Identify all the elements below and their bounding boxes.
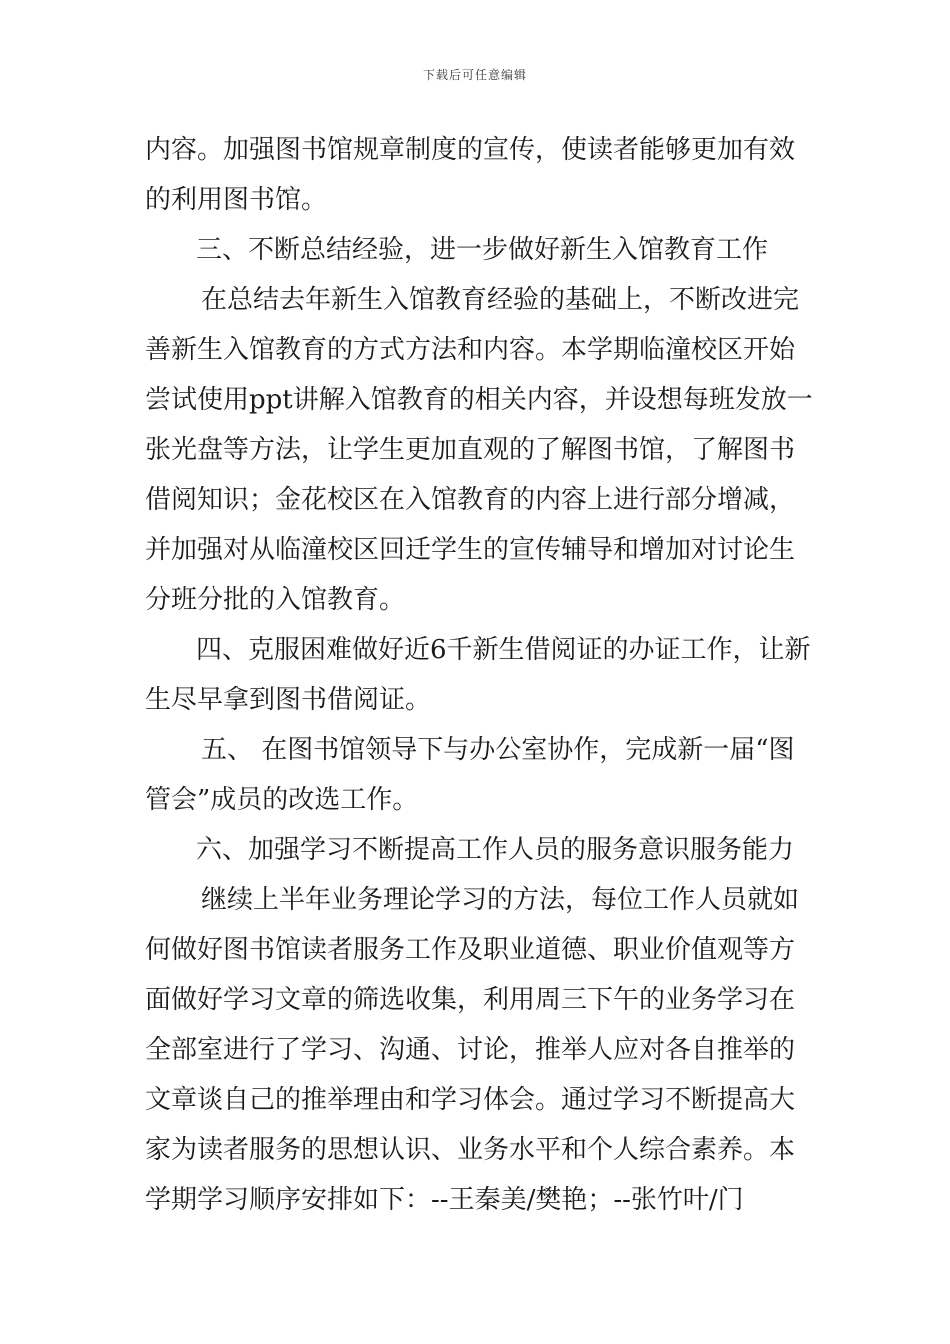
text-line: 面做好学习文章的筛选收集，利用周三下午的业务学习在	[145, 985, 796, 1015]
text-line: 借阅知识；金花校区在入馆教育的内容上进行部分增减，	[145, 485, 796, 515]
text-line: 善新生入馆教育的方式方法和内容。本学期临潼校区开始	[145, 335, 796, 365]
text-line: 内容。加强图书馆规章制度的宣传，使读者能够更加有效	[145, 135, 796, 165]
text-line: 学期学习顺序安排如下：--王秦美/樊艳；--张竹叶/门	[145, 1185, 744, 1215]
text-line: 管会”成员的改选工作。	[145, 785, 419, 815]
section-heading: 四、克服困难做好近6千新生借阅证的办证工作，让新	[196, 635, 811, 665]
page-header: 下载后可任意编辑	[422, 68, 527, 82]
text-line: 的利用图书馆。	[145, 185, 328, 215]
section-heading: 三、不断总结经验，进一步做好新生入馆教育工作	[196, 235, 769, 265]
text-line: 尝试使用ppt讲解入馆教育的相关内容，并设想每班发放一	[145, 385, 813, 415]
text-line: 在总结去年新生入馆教育经验的基础上，不断改进完	[201, 285, 800, 315]
text-line: 并加强对从临潼校区回迁学生的宣传辅导和增加对讨论生	[145, 535, 796, 565]
text-line: 家为读者服务的思想认识、业务水平和个人综合素养。本	[145, 1135, 796, 1165]
text-line: 生尽早拿到图书借阅证。	[145, 685, 432, 715]
text-line: 张光盘等方法，让学生更加直观的了解图书馆，了解图书	[145, 435, 796, 465]
text-line: 分班分批的入馆教育。	[145, 585, 406, 615]
text-line: 文章谈自己的推举理由和学习体会。通过学习不断提高大	[145, 1085, 796, 1115]
text-line: 全部室进行了学习、沟通、讨论，推举人应对各自推举的	[145, 1035, 796, 1065]
section-heading: 五、 在图书馆领导下与办公室协作，完成新一届“图	[201, 735, 795, 765]
text-line: 继续上半年业务理论学习的方法，每位工作人员就如	[201, 885, 800, 915]
text-line: 何做好图书馆读者服务工作及职业道德、职业价值观等方	[145, 935, 796, 965]
section-heading: 六、加强学习不断提高工作人员的服务意识服务能力	[196, 835, 795, 865]
